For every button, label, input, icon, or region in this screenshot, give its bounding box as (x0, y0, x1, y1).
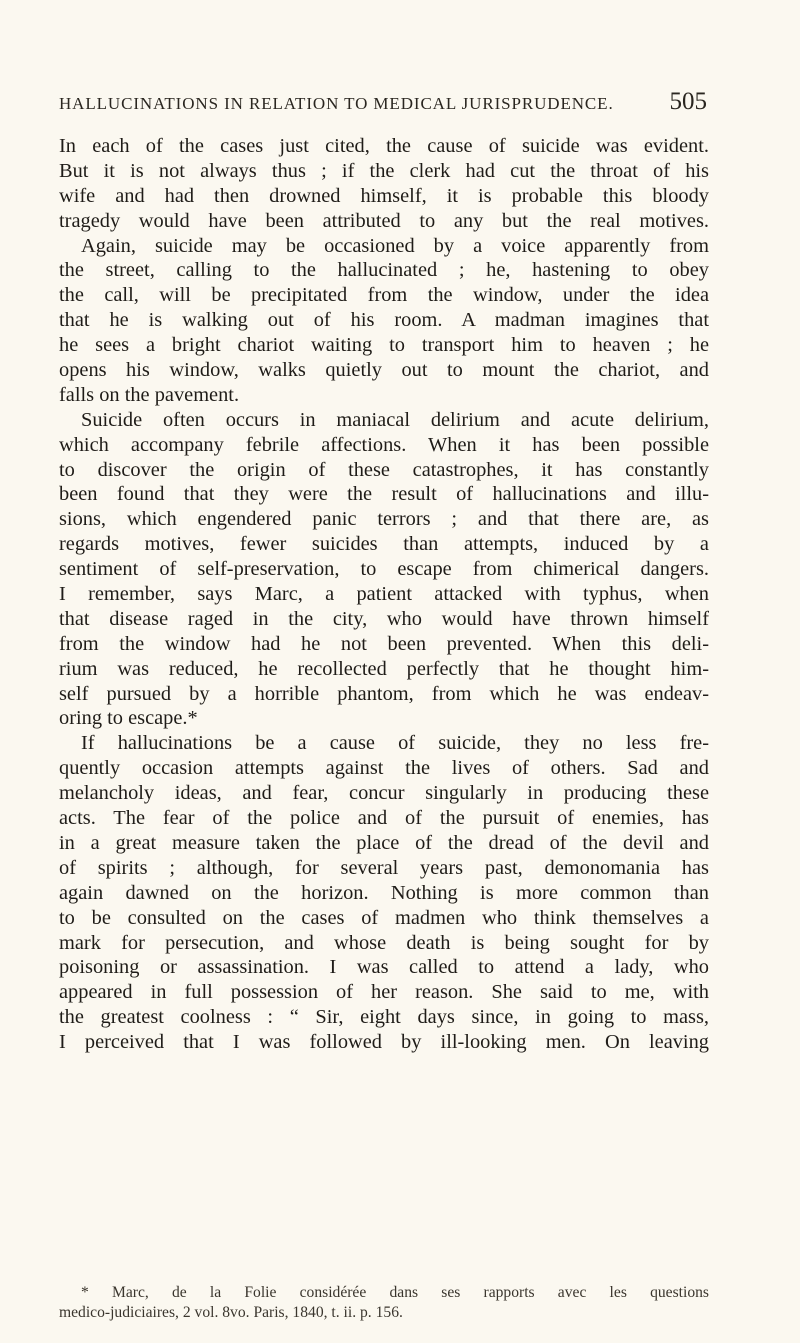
text-line: But it is not always thus ; if the clerk had cut the throat of his (59, 159, 709, 182)
text-line: wife and had then drowned himself, it is probable this bloody (59, 184, 709, 207)
footnote (59, 1283, 709, 1323)
text-line: been found that they were the result of hallucinations and illu- (59, 483, 709, 506)
text-line: to discover the origin of these catastrophes, it has constantly (59, 458, 709, 481)
text-line: Again, suicide may be occasioned by a voice apparently from (81, 234, 709, 257)
text-line: which accompany febrile affections. When it has been possible (59, 433, 709, 456)
text-line: falls on the pavement. (59, 383, 240, 406)
text-line: that disease raged in the city, who would have thrown himself (59, 607, 709, 630)
text-line: tragedy would have been attributed to any but the real motives. (59, 209, 709, 232)
text-line: of spirits ; although, for several years past, demonomania has (59, 856, 709, 879)
text-line: Suicide often occurs in maniacal delirium and acute delirium, (81, 408, 709, 431)
text-line: that he is walking out of his room. A madman imagines that (59, 309, 709, 332)
text-line: acts. The fear of the police and of the pursuit of enemies, has (59, 807, 709, 830)
footnote-line: medico-judiciaires, 2 vol. 8vo. Paris, 1840, t. ii. p. 156. (59, 1304, 403, 1321)
footnote-line: * Marc, de la Folie considérée dans ses rapports avec les questions (81, 1284, 709, 1301)
text-line: in a great measure taken the place of the dread of the devil and (59, 831, 709, 854)
text-line: again dawned on the horizon. Nothing is more common than (59, 881, 709, 904)
text-line: oring to escape.* (59, 707, 198, 730)
text-line: If hallucinations be a cause of suicide, they no less fre- (81, 732, 709, 755)
text-line: the street, calling to the hallucinated ; he, hastening to obey (59, 259, 709, 282)
text-line: In each of the cases just cited, the cause of suicide was evident. (59, 135, 709, 157)
text-line: mark for persecution, and whose death is being sought for by (59, 931, 709, 954)
running-head (59, 88, 707, 118)
running-head-title: HALLUCINATIONS IN RELATION TO MEDICAL JURISPRUDENCE. (59, 94, 614, 113)
text-line: to be consulted on the cases of madmen who think themselves a (59, 906, 709, 929)
text-line: sentiment of self-preservation, to escape from chimerical dangers. (59, 558, 709, 581)
text-line: I perceived that I was followed by ill-looking men. On leaving (59, 1031, 709, 1054)
text-line: the greatest coolness : “ Sir, eight days since, in going to mass, (59, 1006, 709, 1029)
text-line: appeared in full possession of her reason. She said to me, with (59, 981, 709, 1004)
text-line: from the window had he not been prevented. When this deli- (59, 632, 709, 655)
text-line: poisoning or assassination. I was called to attend a lady, who (59, 956, 709, 979)
text-line: quently occasion attempts against the lives of others. Sad and (59, 757, 709, 780)
text-line: melancholy ideas, and fear, concur singularly in producing these (59, 782, 709, 805)
body-text (59, 134, 709, 1055)
text-line: opens his window, walks quietly out to mount the chariot, and (59, 359, 709, 382)
text-line: regards motives, fewer suicides than attempts, induced by a (59, 533, 709, 556)
page-number: 505 (669, 88, 707, 115)
text-line: I remember, says Marc, a patient attacked with typhus, when (59, 583, 709, 606)
text-line: sions, which engendered panic terrors ; and that there are, as (59, 508, 709, 531)
text-line: he sees a bright chariot waiting to transport him to heaven ; he (59, 334, 709, 357)
text-line: rium was reduced, he recollected perfectly that he thought him- (59, 657, 709, 680)
text-line: self pursued by a horrible phantom, from which he was endeav- (59, 682, 709, 705)
text-line: the call, will be precipitated from the window, under the idea (59, 284, 709, 307)
